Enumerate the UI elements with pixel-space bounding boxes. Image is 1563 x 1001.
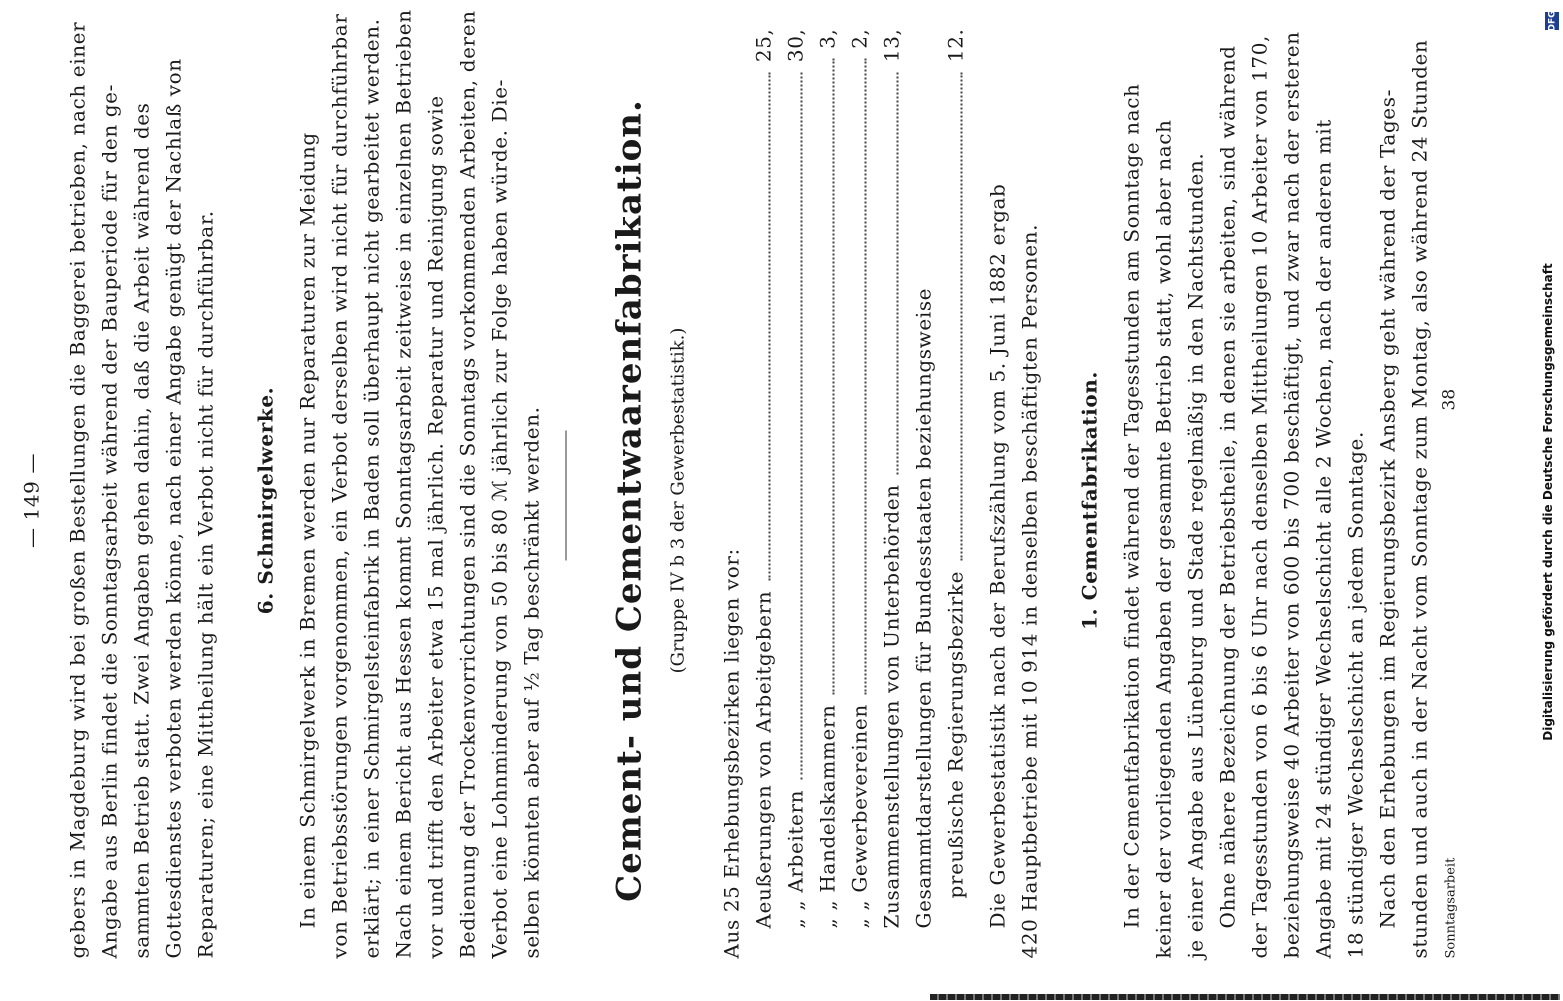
- section-title: Cement- und Cementwaarenfabrikation.: [609, 99, 650, 902]
- page-number: — 149 —: [19, 452, 44, 549]
- digitization-credit: Digitalisierung gefördert durch die Deutsche Forschungsgemeinschaft: [1541, 263, 1555, 741]
- heading-cementfabrikation: 1. Cementfabrikation.: [1077, 371, 1102, 630]
- survey-row: „ „ Gewerbevereinen 2,: [847, 28, 872, 929]
- scanned-page-edge: [930, 994, 1560, 1000]
- survey-row: „ „ Arbeitern 30,: [783, 28, 808, 929]
- survey-row: „ „ Handelskammern 3,: [815, 28, 840, 929]
- survey-row: Aeußerungen von Arbeitgebern 25,: [751, 28, 776, 929]
- footer-catchword: Sonntagsarbeit: [1443, 857, 1459, 959]
- dfg-logo: DFG: [1545, 12, 1559, 30]
- survey-row: Zusammenstellungen von Unterbehörden 13,: [879, 28, 904, 929]
- section-subtitle: (Gruppe IV b 3 der Gewerbestatistik.): [667, 327, 689, 674]
- survey-row: Gesammtdarstellungen für Bundesstaaten beziehungsweise: [911, 287, 936, 929]
- signature-mark: 38: [1439, 388, 1460, 411]
- survey-intro: Aus 25 Erhebungsbezirken liegen vor:: [719, 548, 744, 959]
- section-divider: [566, 431, 567, 561]
- document-page: — 149 — gebers in Magdeburg wird bei großen Bestellungen die Baggerei betrieben, nach einer Angabe aus Berlin findet die Sonntagsarbeit während der Bauperiode für den ge- sammten Betrieb statt. Zwei Angaben gehen dahin, daß die Arbeit während des Gottesdienstes verboten werden könne, nach einer Angabe genügt der Nachlaß von Reparaturen; eine Mittheilung hält ein Verbot nicht für durchführbar. 6. Schmirgelwerke. In einem Schmirgelwerk in Bremen werden nur Reparaturen zur Meidung von Betriebsstörungen vorgenommen, ein Verbot derselben wird nicht für durchführbar erklärt; in einer Schmirgelsteinfabrik in Baden soll überhaupt nicht gearbeitet werden. Nach einem Bericht aus Hessen kommt Sonntagsarbeit zeitweise in einzelnen Betrieben vor und trifft den Arbeiter etwa 15 mal jährlich. Reparatur und Reinigung sowie Bedienung der Trockenvorrichtungen sind die Sonntags vorkommenden Arbeiten, deren Verbot eine Lohnminderung von 50 bis 80 ℳ jährlich zur Folge haben würde. Die- selben könnten aber auf ½ Tag beschränkt werden. Cement- und Cementwaarenfabrikation. (Gruppe IV b 3 der Gewerbestatistik.) Aus 25 Erhebungsbezirken liegen vor: Aeußerungen von Arbeitgebern 25, „ „ Arbeitern 30, „ „ Handelskammern 3, „ „ Gewerbevereinen 2, Zusammenstellungen von Unterbehörden 13, Gesammtdarstellungen für Bundesstaaten beziehungsweise preußische Regierungsbezirke 12. Die Gewerbestatistik nach der Berufszählung vom 5. Juni 1882 ergab 420 Hauptbetriebe mit 10 914 in denselben beschäftigten Personen. 1. Cementfabrikation. In der Cementfabrikation findet während der Tagesstunden am Sonntage nach keiner der vorliegenden Angaben der gesammte Betrieb statt, wohl aber nach je einer Angabe aus Lüneburg und Stade regelmäßig in den Nachtstunden. Ohne nähere Bezeichnung der Betriebstheile, in denen sie arbeiten, sind während der Tagesstunden von 6 bis 6 Uhr nach denselben Mittheilungen 10 Arbeiter von 170, beziehungsweise 40 Arbeiter von 600 bis 700 beschäftigt, und zwar nach der ersteren Angabe mit 24 stündiger Wechselschicht alle 2 Wochen, nach der anderen mit 18 stündiger Wechselschicht an jedem Sonntage. Nach den Erhebungen im Regierungsbezirk Ansberg geht während der Tages- stunden und auch in der Nacht vom Sonntage zum Montag, also während 24 Stunden Sonntagsarbeit 38: [0, 1, 1563, 1001]
- heading-schmirgelwerke: 6. Schmirgelwerke.: [253, 386, 278, 615]
- survey-row: preußische Regierungsbezirke 12.: [943, 28, 968, 899]
